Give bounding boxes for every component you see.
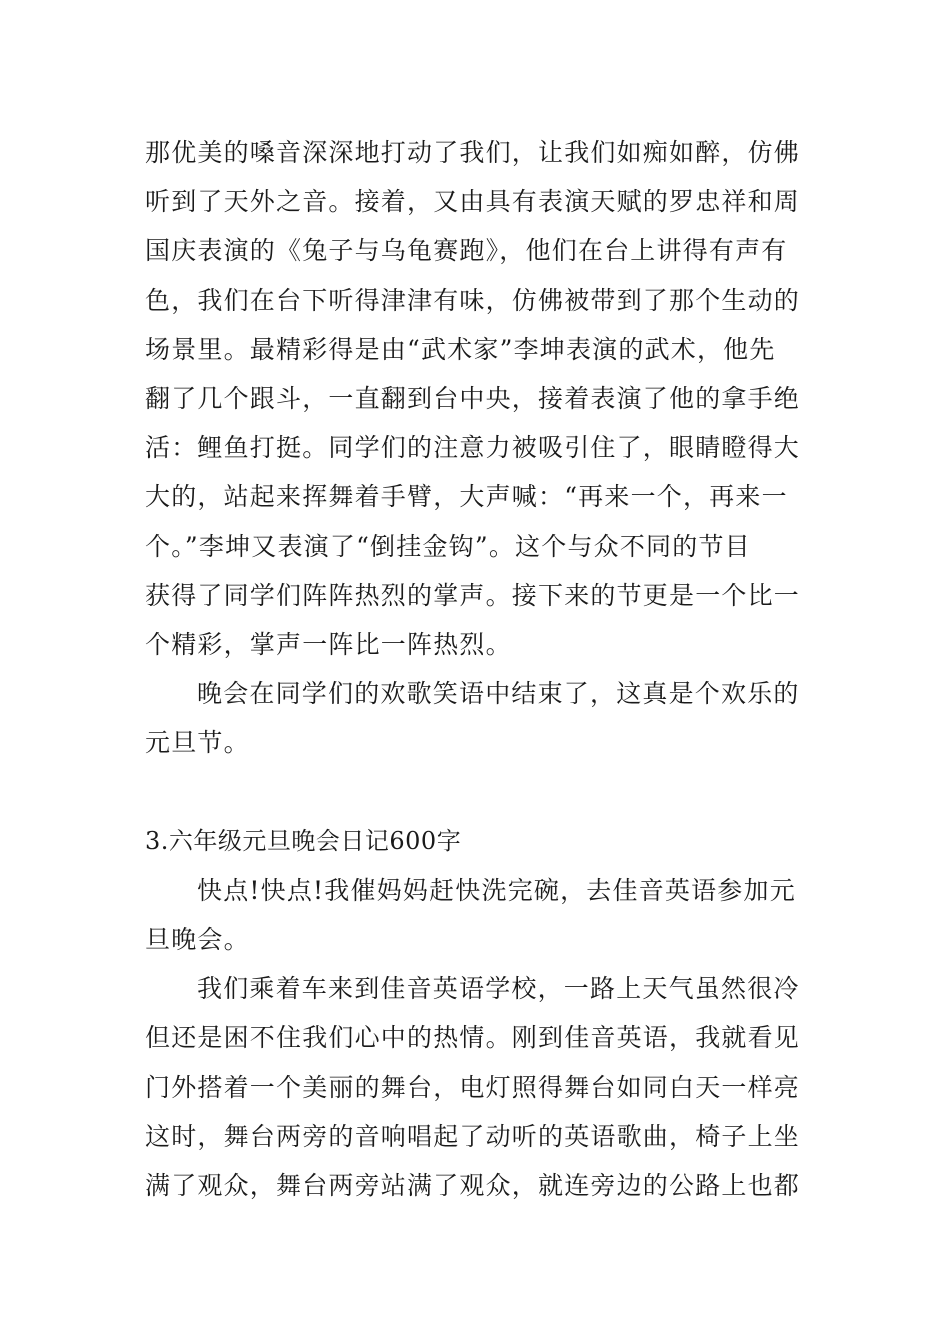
text-line: 获得了同学们阵阵热烈的掌声。接下来的节更是一个比一 — [145, 580, 801, 610]
text-line: 晚会在同学们的欢歌笑语中结束了，这真是个欢乐的 — [197, 679, 800, 709]
text-line: 门外搭着一个美丽的舞台，电灯照得舞台如同白天一样亮 — [145, 1072, 801, 1102]
text-line: 翻了几个跟斗，一直翻到台中央，接着表演了他的拿手绝 — [145, 383, 801, 413]
paragraph-body — [145, 964, 810, 1210]
text-line: 听到了天外之音。接着，又由具有表演天赋的罗忠祥和周 — [145, 187, 801, 217]
text-line: 满了观众，舞台两旁站满了观众，就连旁边的公路上也都 — [145, 1170, 801, 1200]
paragraph-ending — [145, 669, 810, 767]
text-line: 国庆表演的《兔子与乌龟赛跑》，他们在台上讲得有声有 — [145, 236, 788, 266]
text-line: 快点!快点!我催妈妈赶快洗完碗，去佳音英语参加元 — [197, 875, 796, 905]
paragraph-continued — [145, 128, 810, 669]
section-gap — [145, 767, 810, 816]
paragraph-intro — [145, 866, 810, 964]
section-heading: 3.六年级元旦晚会日记600字 — [145, 826, 462, 855]
text-line: 个。”李坤又表演了“倒挂金钩”。这个与众不同的节目 — [145, 531, 751, 561]
text-line: 这时，舞台两旁的音响唱起了动听的英语歌曲，椅子上坐 — [145, 1121, 801, 1151]
text-line: 活：鲤鱼打挺。同学们的注意力被吸引住了，眼睛瞪得大 — [145, 433, 801, 463]
text-line: 元旦节。 — [145, 728, 250, 758]
text-line: 但还是困不住我们心中的热情。刚到佳音英语，我就看见 — [145, 1023, 801, 1053]
text-line: 我们乘着车来到佳音英语学校，一路上天气虽然很冷 — [197, 974, 800, 1004]
text-line: 个精彩，掌声一阵比一阵热烈。 — [145, 629, 512, 659]
text-line: 色，我们在台下听得津津有味，仿佛被带到了那个生动的 — [145, 285, 801, 315]
text-line: 旦晚会。 — [145, 925, 250, 954]
text-line: 那优美的嗓音深深地打动了我们，让我们如痴如醉，仿佛 — [145, 138, 801, 167]
document-page — [145, 128, 810, 1210]
text-line: 大的，站起来挥舞着手臂，大声喊：“再来一个，再来一 — [145, 482, 788, 512]
text-line: 场景里。最精彩得是由“武术家”李坤表演的武术，他先 — [145, 334, 776, 364]
